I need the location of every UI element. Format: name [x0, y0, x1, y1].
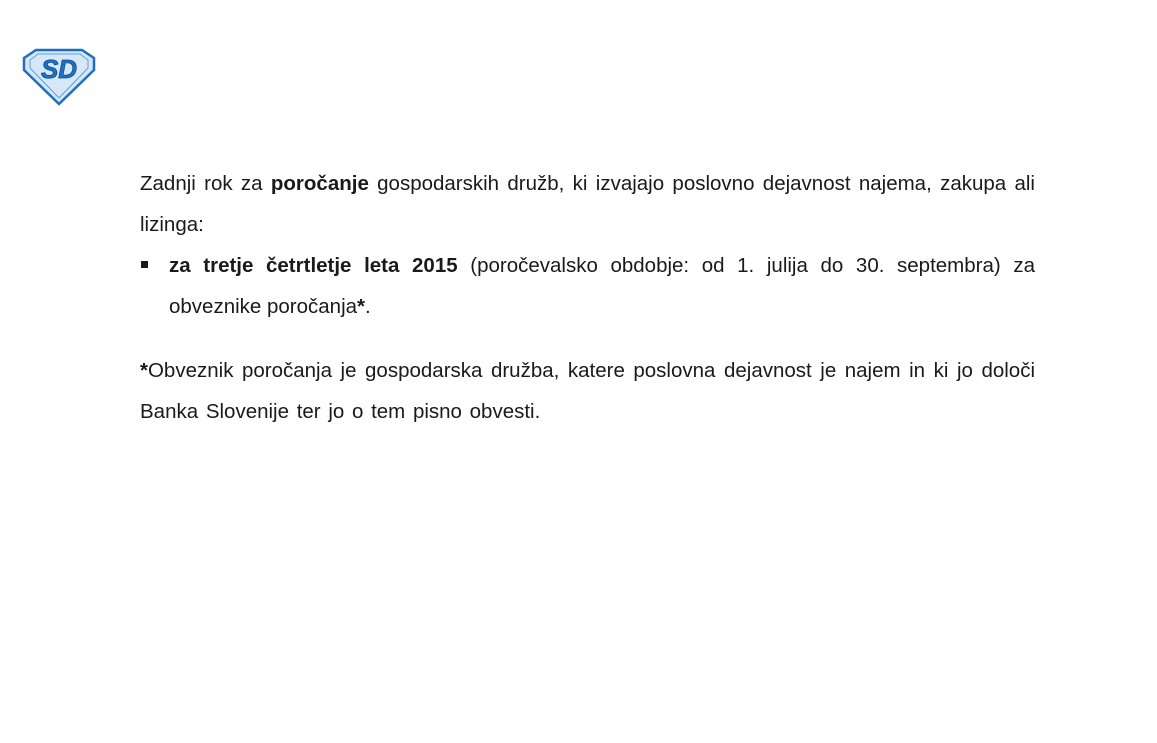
bullet-bold-period: za tretje četrtletje leta 2015: [169, 254, 458, 277]
main-content: [140, 163, 1035, 432]
bullet-text-1: (poročevalsko obdobje: od 1. julija do 30. septembra) za obveznike poročanja: [169, 254, 1035, 318]
sd-shield-logo-icon: [22, 48, 96, 106]
intro-paragraph: [140, 163, 1035, 245]
footnote-text: Obveznik poročanja je gospodarska družba, katere poslovna dejavnost je najem in ki jo določi Banka Slovenije ter jo o tem pisno obvesti.: [140, 359, 1035, 423]
footnote-paragraph: [140, 350, 1035, 432]
logo: [22, 48, 96, 106]
bullet-text-2: .: [365, 295, 371, 318]
list-item: [140, 245, 1035, 327]
footnote-asterisk: *: [140, 359, 148, 382]
intro-bold-term: poročanje: [270, 172, 369, 195]
bullet-asterisk: *: [357, 295, 366, 318]
intro-text-2: gospodarskih družb, ki izvajajo poslovno dejavnost najema, zakupa ali lizinga:: [140, 172, 1035, 236]
deadline-list: [140, 245, 1035, 327]
logo-text: SD: [40, 54, 78, 84]
intro-text-1: Zadnji rok za: [140, 172, 271, 195]
